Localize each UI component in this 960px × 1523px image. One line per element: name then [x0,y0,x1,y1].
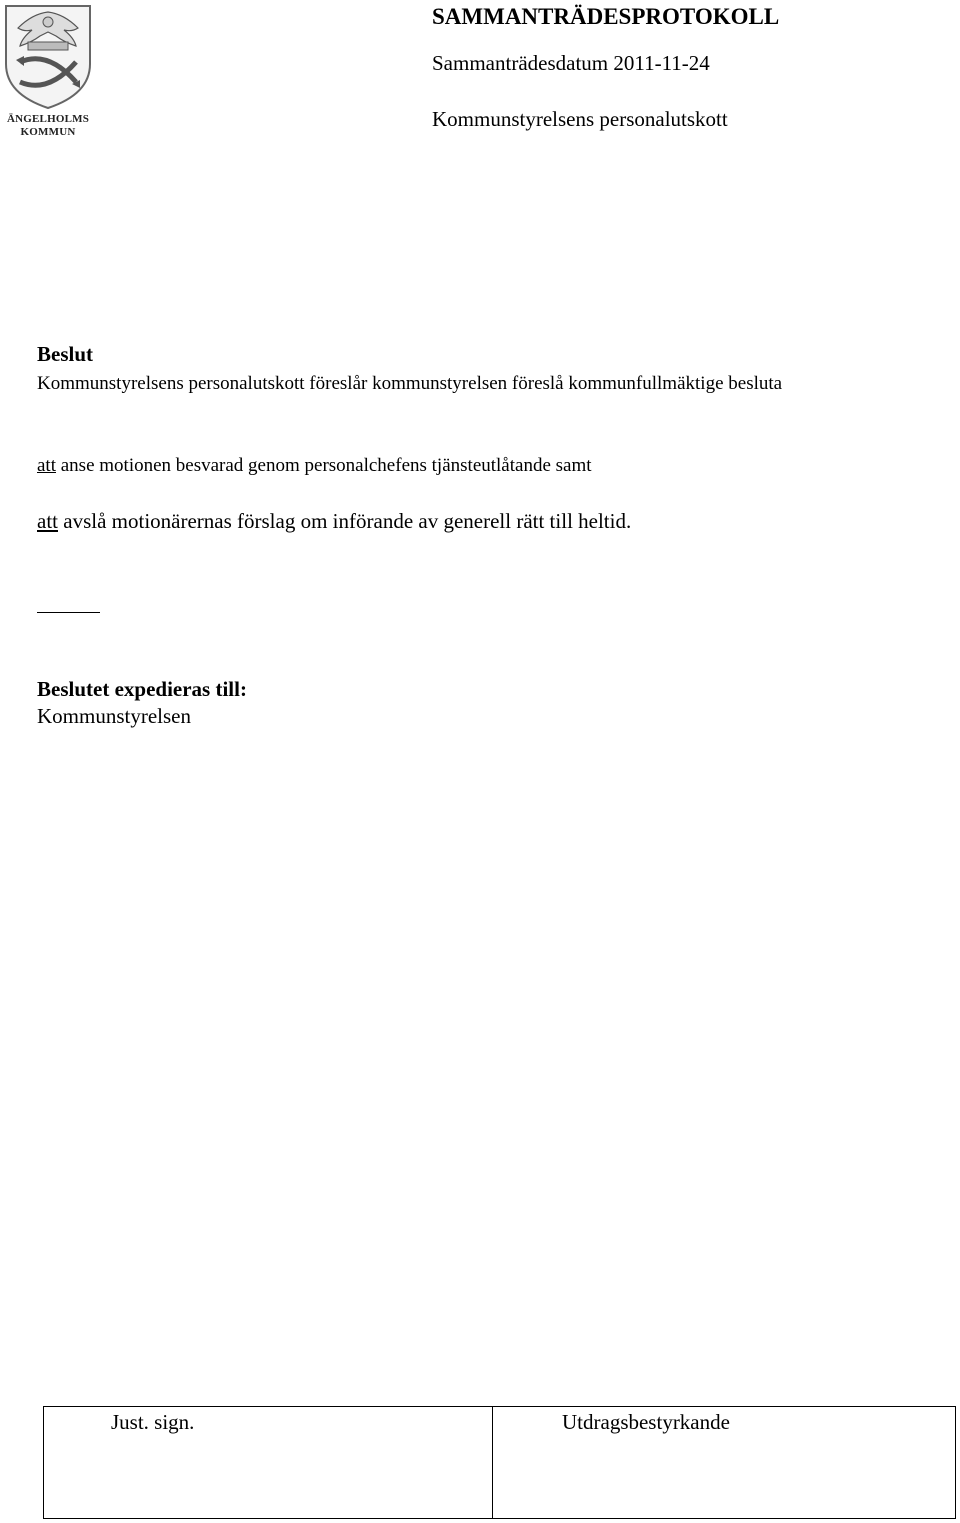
signature-cell-just-sign [44,1407,493,1518]
signature-label-just-sign: Just. sign. [111,1410,195,1434]
signature-label-utdragsbestyrkande: Utdragsbestyrkande [562,1410,730,1434]
expedition-recipient: Kommunstyrelsen [37,704,191,728]
section-divider [37,612,100,613]
signature-box [43,1406,956,1519]
signature-cell-utdragsbestyrkande [493,1407,955,1518]
logo-text-line1: ÄNGELHOLMS [6,113,90,125]
decision-intro: Kommunstyrelsens personalutskott föreslår kommunstyrelsen föreslå kommunfullmäktige besluta [37,373,783,394]
clause-att-keyword: att [37,509,58,533]
logo-text-line2: KOMMUN [20,126,76,138]
decision-clause [37,509,631,534]
clause-text: anse motionen besvarad genom personalchefens tjänsteutlåtande samt [56,455,592,476]
committee-name: Kommunstyrelsens personalutskott [432,107,728,131]
municipality-logo [2,2,94,144]
decision-clause [37,455,592,477]
meeting-date: Sammanträdesdatum 2011-11-24 [432,51,710,75]
clause-text: avslå motionärernas förslag om införande av generell rätt till heltid. [58,509,632,533]
document-title: SAMMANTRÄDESPROTOKOLL [432,4,780,29]
clause-att-keyword: att [37,455,56,476]
angelholm-coat-of-arms-icon [2,2,94,112]
expedition-heading: Beslutet expedieras till: [37,677,247,701]
decision-heading: Beslut [37,342,94,366]
